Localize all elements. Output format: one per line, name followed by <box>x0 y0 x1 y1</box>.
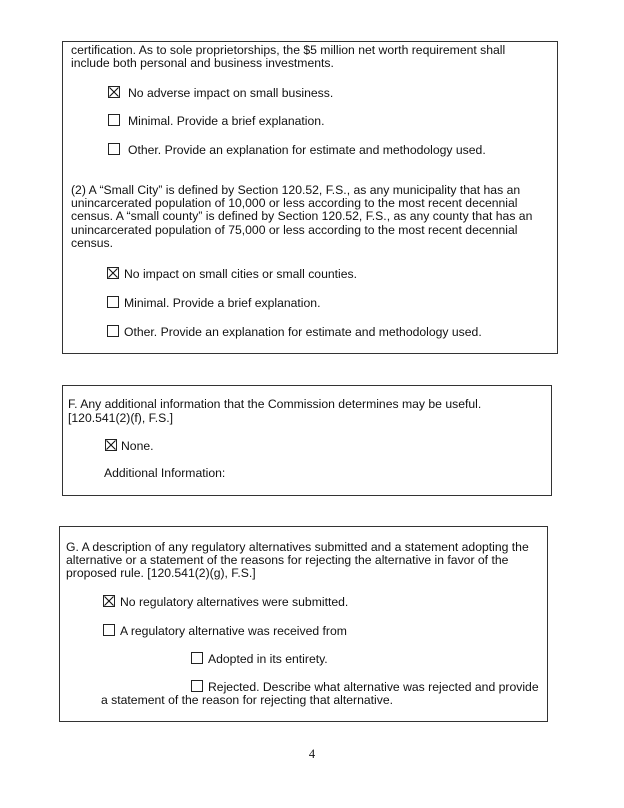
checkbox-none[interactable] <box>105 439 117 451</box>
section-f-heading: F. Any additional information that the Commission determines may be useful. <box>68 397 482 411</box>
checkbox-other-cities[interactable] <box>107 325 119 337</box>
checkbox-other-business[interactable] <box>108 143 120 155</box>
option-label: Minimal. Provide a brief explanation. <box>124 296 321 310</box>
checkbox-no-adverse-impact[interactable] <box>108 86 120 98</box>
option-label: Minimal. Provide a brief explanation. <box>128 114 325 128</box>
option-label: Adopted in its entirety. <box>208 652 328 666</box>
small-city-definition-line: unincarcerated population of 10,000 or less according to the most recent decennial <box>71 196 518 210</box>
section-g-heading: alternative or a statement of the reasons for rejecting the alternative in favor of the <box>66 553 509 567</box>
section-g-heading: G. A description of any regulatory alternatives submitted and a statement adopting the <box>66 540 529 554</box>
option-label: No impact on small cities or small counties. <box>124 267 357 281</box>
x-mark-icon <box>106 440 116 450</box>
checkbox-minimal-cities[interactable] <box>107 296 119 308</box>
small-city-definition-line: (2) A “Small City” is defined by Section 120.52, F.S., as any municipality that has an <box>71 183 521 197</box>
small-city-definition-line: census. A “small county” is defined by Section 120.52, F.S., as any county that has an <box>71 209 533 223</box>
option-label: Other. Provide an explanation for estimate and methodology used. <box>124 325 482 339</box>
option-label: Rejected. Describe what alternative was rejected and provide <box>208 680 539 694</box>
x-mark-icon <box>108 268 118 278</box>
rejected-continuation: a statement of the reason for rejecting that alternative. <box>101 693 393 707</box>
option-label: Other. Provide an explanation for estimate and methodology used. <box>128 143 486 157</box>
checkbox-minimal-business[interactable] <box>108 114 120 126</box>
small-city-definition-line: unincarcerated population of 75,000 or less according to the most recent decennial <box>71 223 518 237</box>
none-label: None. <box>121 439 154 453</box>
x-mark-icon <box>109 87 119 97</box>
checkbox-adopted[interactable] <box>191 652 203 664</box>
section-g-heading: proposed rule. [120.541(2)(g), F.S.] <box>66 566 256 580</box>
x-mark-icon <box>104 596 114 606</box>
checkbox-no-impact-cities[interactable] <box>107 267 119 279</box>
option-label: No adverse impact on small business. <box>128 86 334 100</box>
section-f-citation: [120.541(2)(f), F.S.] <box>68 411 173 425</box>
option-label: No regulatory alternatives were submitted. <box>120 595 349 609</box>
checkbox-rejected[interactable] <box>191 680 203 692</box>
option-label: A regulatory alternative was received from <box>120 624 347 638</box>
checkbox-alternative-received[interactable] <box>103 624 115 636</box>
additional-information-label: Additional Information: <box>104 466 226 480</box>
intro-line-1: certification. As to sole proprietorships, the $5 million net worth requirement shall <box>71 43 506 57</box>
small-city-definition-line: census. <box>71 236 114 250</box>
intro-line-2: include both personal and business investments. <box>71 56 334 70</box>
checkbox-no-alternatives[interactable] <box>103 595 115 607</box>
page-number: 4 <box>308 747 316 761</box>
